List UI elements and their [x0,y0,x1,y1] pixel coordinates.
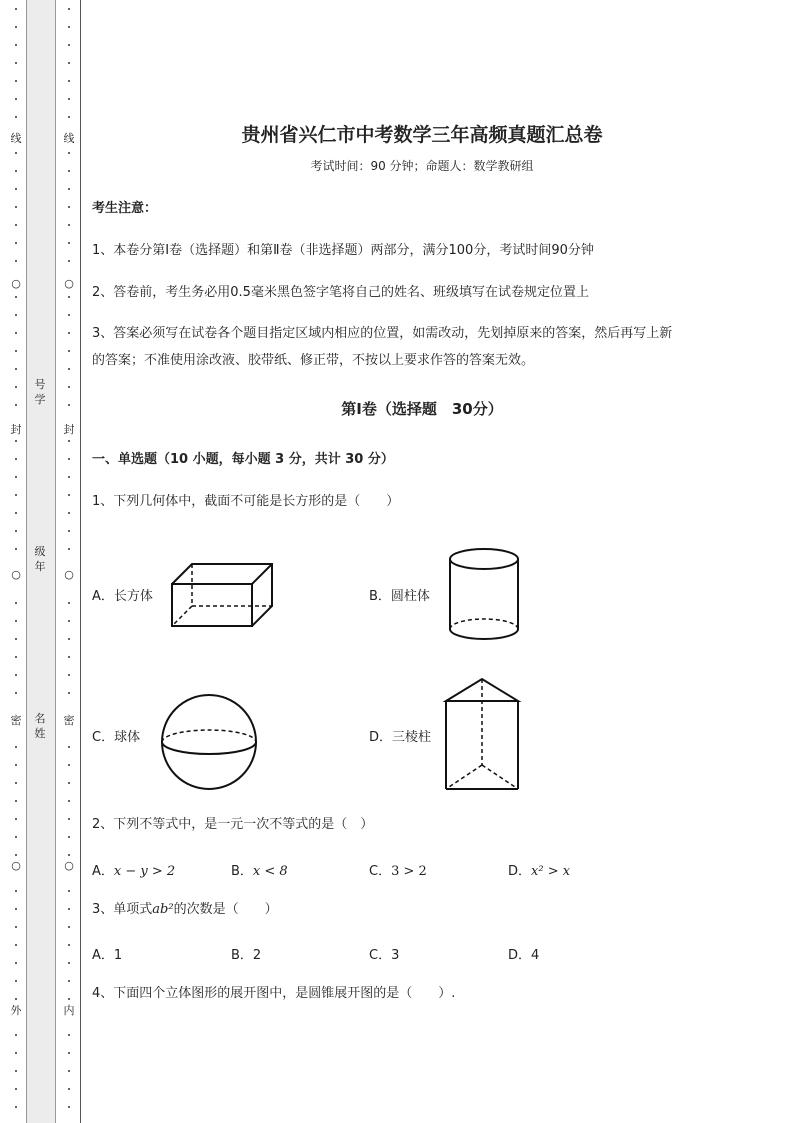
seal-mark: ○ [61,569,77,581]
seal-dot [68,854,70,856]
seal-dot [68,926,70,928]
seal-dot [68,494,70,496]
seal-dot [15,152,17,154]
seal-dot [15,476,17,478]
q1-option-b: B．圆柱体 [369,589,430,604]
seal-dot [68,296,70,298]
seal-dot [15,170,17,172]
q3-option-c: C．3 [369,948,400,963]
note-item: 3、答案必须写在试卷各个题目指定区域内相应的位置，如需改动，先划掉原来的答案，然后再写上新 [92,326,673,341]
seal-dot [68,1034,70,1036]
seal-dot [15,602,17,604]
seal-mark: 线 [61,133,77,145]
stem-text: 的次数是（ ） [173,902,278,917]
seal-dot [15,1070,17,1072]
q1-option-a: A．长方体 [92,589,153,604]
seal-dot [68,692,70,694]
seal-dot [68,656,70,658]
seal-dot [15,1106,17,1108]
seal-dot [15,980,17,982]
q3-option-d: D．4 [508,948,540,963]
seal-dot [15,404,17,406]
seal-dot [15,80,17,82]
seal-dot [15,1034,17,1036]
notes-heading: 考生注意： [92,201,158,216]
seal-dot [68,1106,70,1108]
seal-mark: ○ [61,860,77,872]
seal-dot [68,386,70,388]
seal-dot [15,440,17,442]
seal-dot [15,26,17,28]
seal-dot [15,764,17,766]
question-2-stem: 2、下列不等式中，是一元一次不等式的是（ ） [92,817,374,832]
dotted-seal-line-right [61,0,77,1123]
triangular-prism-figure [444,677,522,793]
seal-dot [68,314,70,316]
seal-mark: 密 [61,715,77,727]
question-4-stem: 4、下面四个立体图形的展开图中，是圆锥展开图的是（ ）. [92,986,456,1001]
seal-dot [68,998,70,1000]
seal-dot [15,548,17,550]
seal-dot [15,782,17,784]
seal-dot [68,800,70,802]
seal-dot [68,44,70,46]
seal-dot [15,188,17,190]
seal-dot [15,692,17,694]
seal-mark: 内 [61,1005,77,1017]
seal-dot [15,296,17,298]
seal-dot [68,116,70,118]
seal-dot [68,98,70,100]
option-letter: B． [231,864,253,879]
seal-dot [68,746,70,748]
field-char: 学 [34,393,46,406]
seal-dot [15,836,17,838]
seal-dot [15,494,17,496]
option-expression: 3 > 2 [391,864,427,879]
seal-dot [15,116,17,118]
field-char: 名 [34,712,46,725]
seal-dot [68,8,70,10]
option-expression: x − y > 2 [113,864,176,879]
cylinder-figure [448,547,522,643]
seal-dot [15,800,17,802]
seal-dot [68,26,70,28]
seal-dot [15,674,17,676]
page-subtitle: 考试时间：90 分钟；命题人：数学教研组 [310,159,534,173]
seal-dot [68,224,70,226]
seal-dot [68,512,70,514]
seal-dot [68,1052,70,1054]
seal-dot [68,152,70,154]
seal-dot [68,620,70,622]
seal-dot [68,368,70,370]
note-item: 2、答卷前，考生务必用0.5毫米黑色签字笔将自己的姓名、班级填写在试卷规定位置上 [92,285,589,300]
seal-mark: 封 [61,424,77,436]
note-item: 的答案；不准使用涂改液、胶带纸、修正带，不按以上要求作答的答案无效。 [92,353,535,368]
seal-mark: 封 [8,424,24,436]
q2-option-d [508,860,570,879]
question-1-stem: 1、下列几何体中，截面不可能是长方形的是（ ） [92,494,400,509]
field-char: 姓 [34,727,46,740]
seal-mark: 线 [8,133,24,145]
seal-dot [68,80,70,82]
seal-dot [68,476,70,478]
seal-dot [68,332,70,334]
seal-dot [15,656,17,658]
field-name [26,711,54,741]
seal-dot [68,206,70,208]
seal-dot [68,1088,70,1090]
field-student-id [26,377,54,407]
q2-option-c [369,860,427,879]
seal-dot [68,908,70,910]
q3-option-a: A．1 [92,948,123,963]
seal-dot [68,440,70,442]
seal-dot [68,890,70,892]
option-letter: D． [508,864,532,879]
seal-dot [68,836,70,838]
seal-dot [68,458,70,460]
part-heading: 一、单选题（10 小题，每小题 3 分，共计 30 分） [92,452,394,467]
seal-dot [68,260,70,262]
seal-dot [15,512,17,514]
seal-dot [15,638,17,640]
seal-dot [15,962,17,964]
seal-dot [68,404,70,406]
field-char: 年 [34,560,46,573]
q1-option-d: D．三棱柱 [369,730,432,745]
seal-dot [15,944,17,946]
seal-dot [68,944,70,946]
seal-dot [15,62,17,64]
seal-dot [15,206,17,208]
option-expression: x < 8 [252,864,288,879]
seal-dot [68,782,70,784]
q3-option-b: B．2 [231,948,262,963]
stem-math: ab² [152,902,174,917]
stem-text: 3、单项式 [92,902,153,917]
seal-mark: 外 [8,1005,24,1017]
seal-mark: ○ [8,860,24,872]
seal-dot [68,350,70,352]
seal-dot [68,602,70,604]
seal-dot [15,890,17,892]
seal-dot [15,746,17,748]
seal-dot [68,1070,70,1072]
option-letter: C． [369,864,392,879]
section-title: 第Ⅰ卷（选择题 30分） [341,400,503,418]
seal-dot [68,548,70,550]
seal-dot [68,188,70,190]
q2-option-a [92,860,175,879]
q2-option-b [231,860,288,879]
seal-dot [15,350,17,352]
seal-dot [15,818,17,820]
field-char: 级 [34,545,46,558]
seal-mark: 密 [8,715,24,727]
seal-dot [15,260,17,262]
seal-dot [68,170,70,172]
seal-dot [15,1088,17,1090]
seal-dot [15,8,17,10]
field-char: 号 [34,378,46,391]
q1-option-c: C．球体 [92,730,141,745]
seal-dot [15,926,17,928]
seal-dot [68,242,70,244]
sphere-figure [160,693,258,791]
field-grade [26,544,54,574]
seal-dot [68,962,70,964]
seal-dot [15,530,17,532]
seal-dot [68,764,70,766]
seal-mark: ○ [61,278,77,290]
seal-dot [68,818,70,820]
seal-dot [15,458,17,460]
option-letter: A． [92,864,114,879]
seal-mark: ○ [8,569,24,581]
seal-dot [15,368,17,370]
page-title: 贵州省兴仁市中考数学三年高频真题汇总卷 [241,124,603,146]
margin-rule [80,0,81,1123]
seal-dot [68,674,70,676]
seal-dot [15,386,17,388]
seal-mark: ○ [8,278,24,290]
dotted-seal-line-left [8,0,24,1123]
seal-dot [15,314,17,316]
seal-dot [15,224,17,226]
seal-dot [15,332,17,334]
seal-dot [15,1052,17,1054]
seal-dot [68,62,70,64]
note-item: 1、本卷分第Ⅰ卷（选择题）和第Ⅱ卷（非选择题）两部分，满分100分，考试时间90分钟 [92,243,594,258]
seal-dot [15,98,17,100]
binding-strip [0,0,82,1123]
seal-dot [15,44,17,46]
seal-dot [15,854,17,856]
seal-dot [68,638,70,640]
option-expression: x² > x [531,864,571,879]
seal-dot [15,242,17,244]
cuboid-figure [170,562,280,630]
seal-dot [68,530,70,532]
seal-dot [15,620,17,622]
question-3-stem [92,896,278,924]
seal-dot [15,998,17,1000]
seal-dot [68,980,70,982]
seal-dot [15,908,17,910]
